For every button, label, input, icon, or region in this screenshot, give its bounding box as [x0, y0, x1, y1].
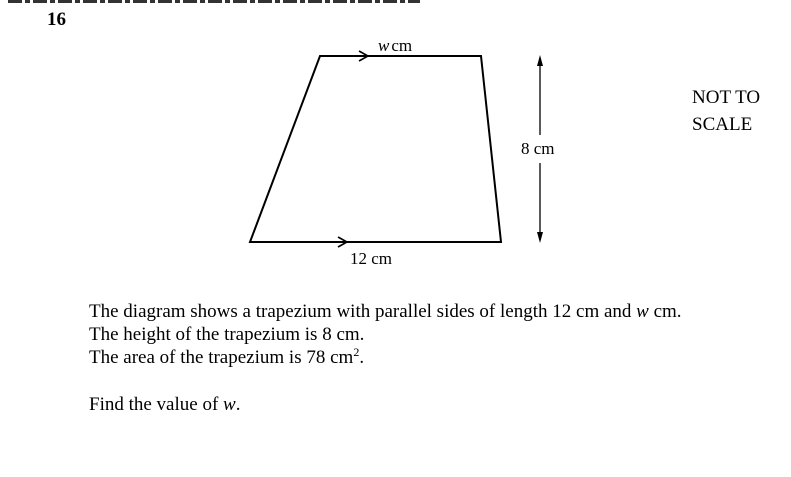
question-number: 16 — [47, 9, 66, 30]
note-line-2: SCALE — [692, 114, 753, 135]
text-line-3-sup: 2 — [353, 345, 360, 359]
text-line-1-after: cm. — [648, 301, 682, 322]
note-line-1: NOT TO — [692, 87, 761, 108]
text-line-1-before: The diagram shows a trapezium with parallel sides of length 12 cm and — [89, 301, 637, 322]
height-label: 8 cm — [521, 139, 555, 158]
text-line-3 — [89, 346, 682, 369]
text-line-4-var: w — [223, 394, 236, 415]
bottom-side-label: 12 cm — [350, 249, 393, 268]
not-to-scale-note — [692, 84, 760, 138]
text-line-3-before: The area of the trapezium is 78 cm — [89, 347, 354, 368]
text-gap — [89, 369, 682, 393]
trapezium-shape — [250, 56, 501, 242]
text-line-4 — [89, 393, 682, 416]
text-line-4-before: Find the value of — [89, 394, 224, 415]
text-line-1-var: w — [636, 301, 649, 322]
text-line-4-after: . — [235, 394, 241, 415]
top-side-label: w cm — [378, 36, 413, 55]
question-text — [89, 300, 682, 416]
text-line-2: The height of the trapezium is 8 cm. — [89, 324, 365, 345]
text-line-1 — [89, 300, 682, 323]
text-line-3-after: . — [359, 347, 365, 368]
